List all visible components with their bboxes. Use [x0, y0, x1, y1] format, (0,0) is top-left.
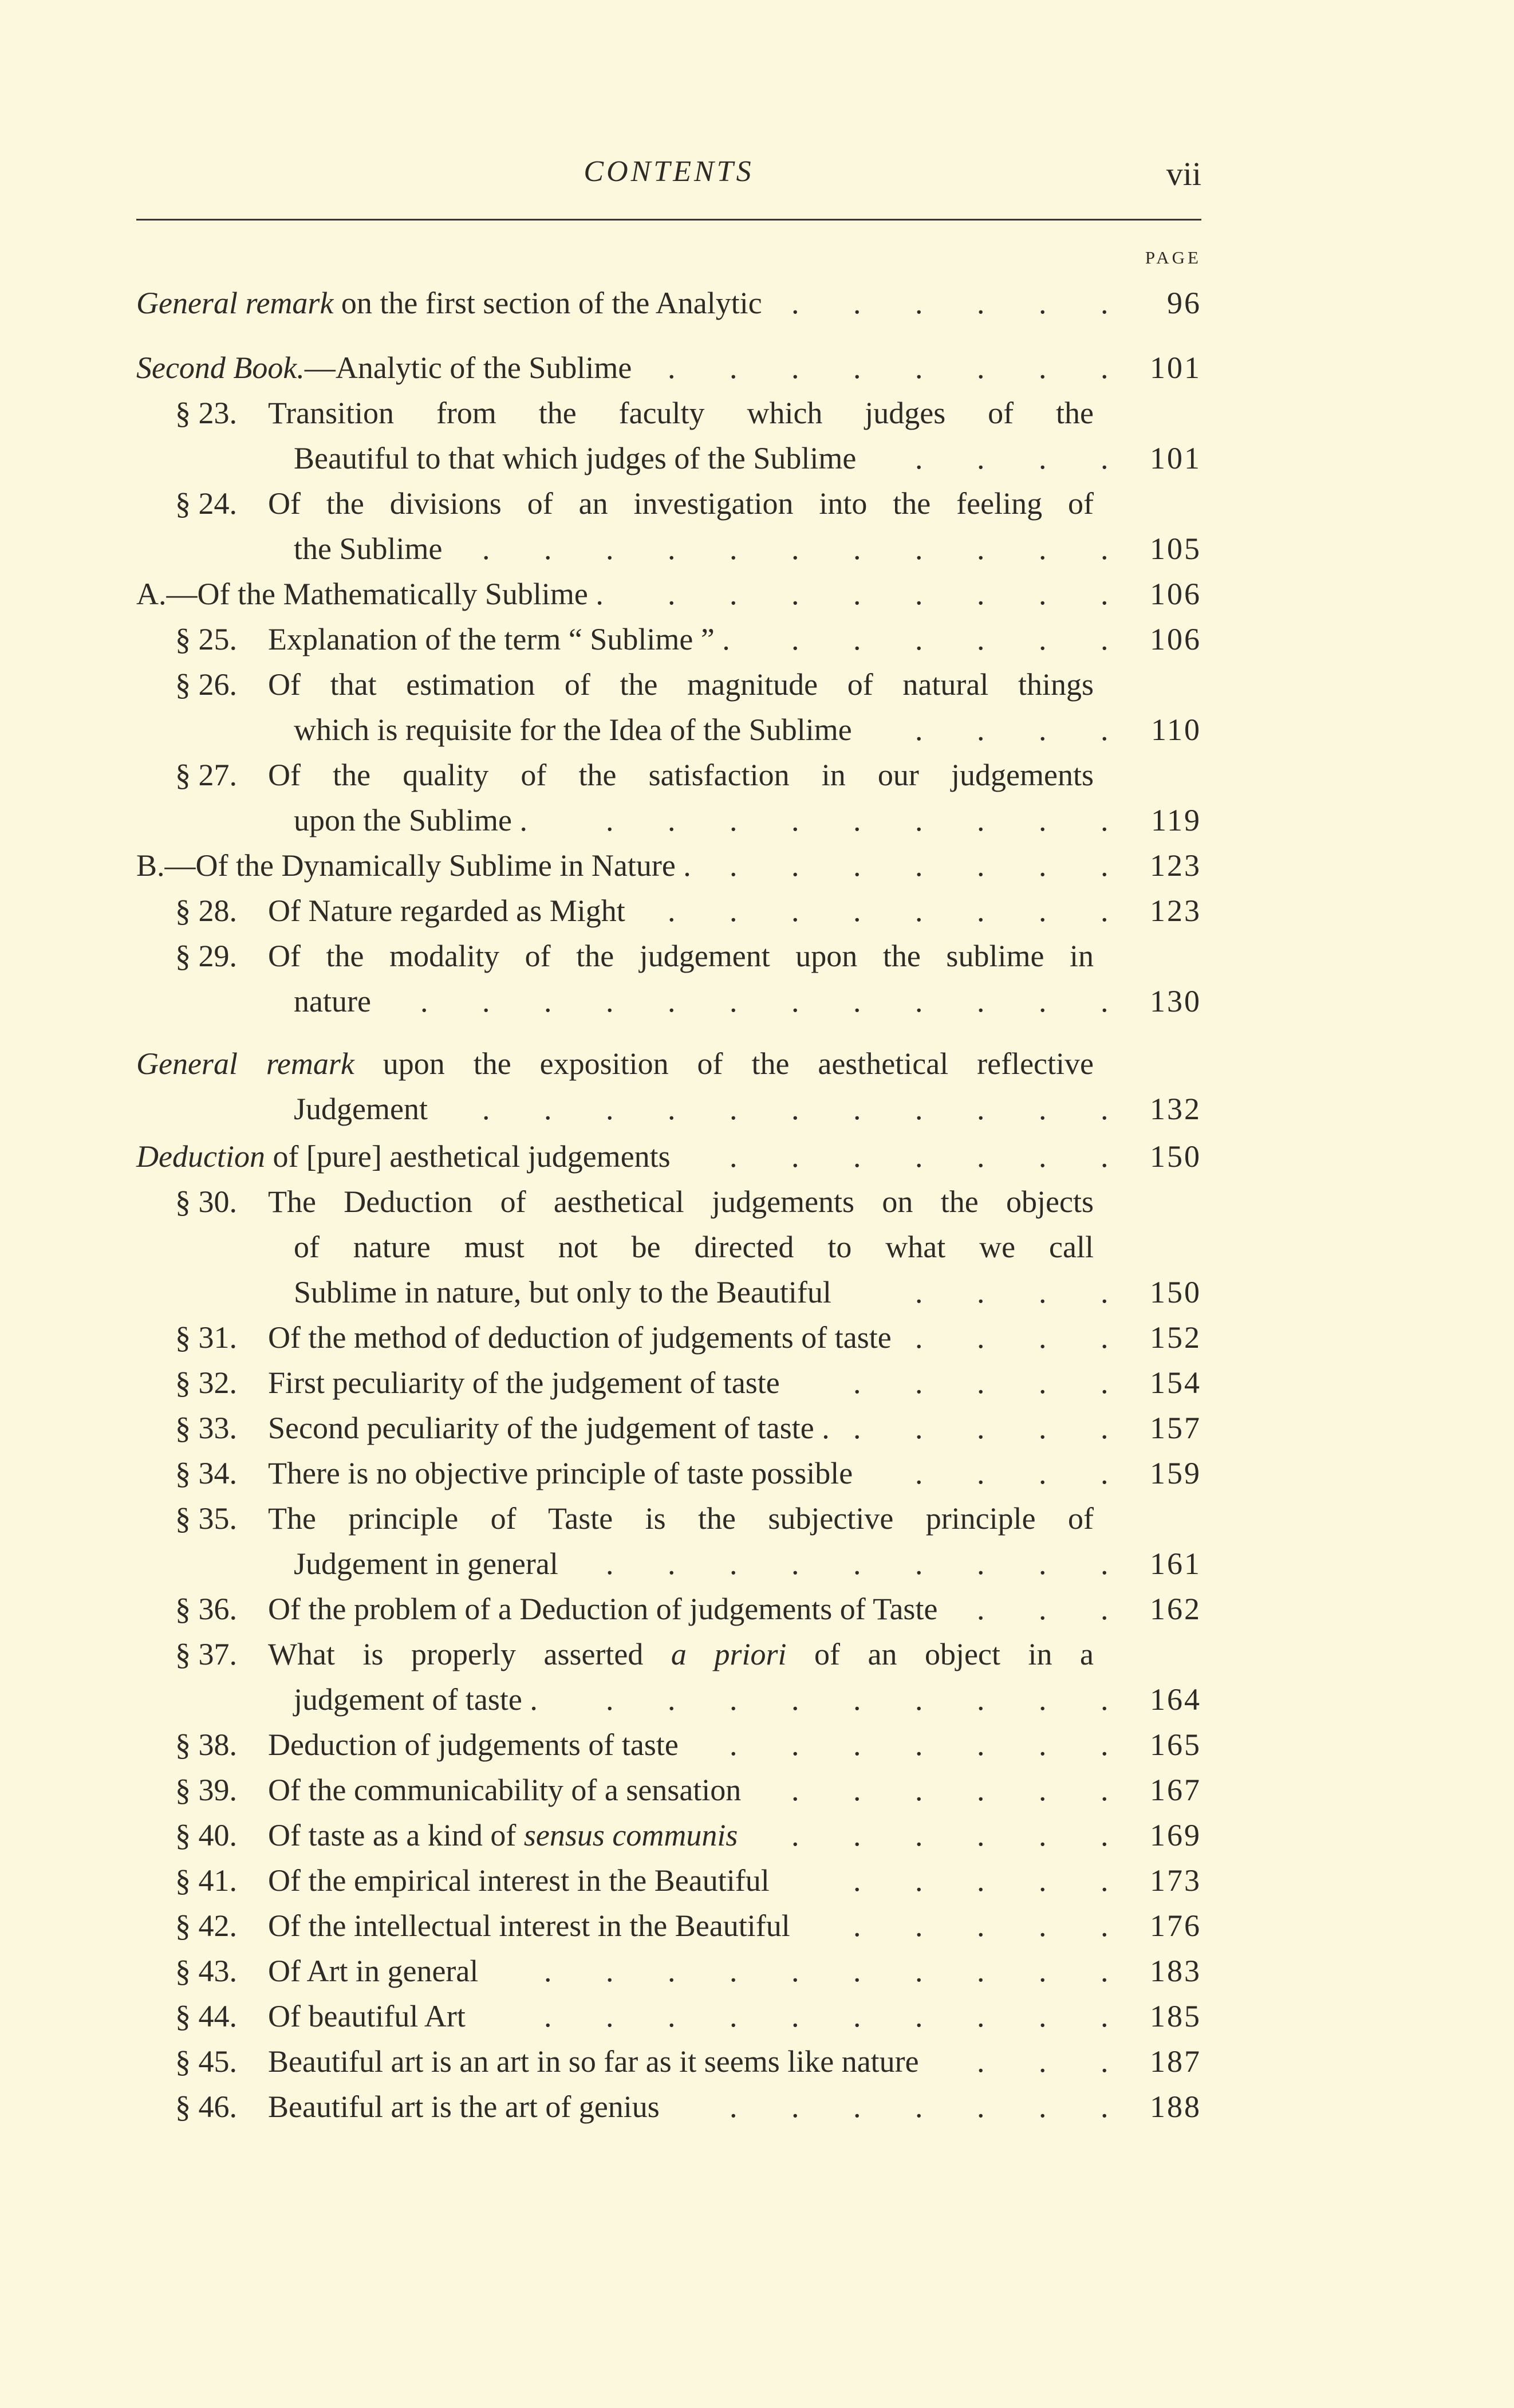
entry-line: Second Book.—Analytic of the Sublime 101 . . . . . . . . — [136, 345, 1201, 391]
contents-entry[interactable] — [136, 1813, 1201, 1858]
page-number: 150 — [1150, 1139, 1201, 1174]
page-number: 165 — [1150, 1728, 1201, 1762]
entry-line: § 46. Beautiful art is the art of genius 188 . . . . . . . — [136, 2084, 1201, 2130]
section-number: § 34. — [175, 1456, 237, 1490]
contents-entry[interactable] — [136, 934, 1201, 1024]
entry-title-text: What is properly asserted — [268, 1637, 671, 1671]
entry-title — [268, 1813, 738, 1858]
page-number: 188 — [1150, 2090, 1201, 2124]
entry-title: Of the communicability of a sensation — [268, 1773, 742, 1807]
section-number: § 45. — [175, 2044, 237, 2079]
entry-line — [136, 1225, 1201, 1270]
entry-line: A.—Of the Mathematically Sublime . 106 . . . . . . . . — [136, 572, 1201, 617]
entry-title: Of the modality of the judgement upon the sublime in — [268, 939, 1094, 973]
section-number: § 35. — [175, 1501, 237, 1536]
entry-title: Judgement in general — [294, 1547, 558, 1581]
entry-title — [136, 1134, 671, 1179]
entry-line: § 38. Deduction of judgements of taste 165 . . . . . . . — [136, 1722, 1201, 1768]
entry-line: § 32. First peculiarity of the judgement of taste 154 . . . . . — [136, 1360, 1201, 1406]
entry-title: The principle of Taste is the subjective principle of — [268, 1501, 1094, 1536]
section-number: § 40. — [175, 1818, 237, 1852]
contents-entry[interactable] — [136, 1722, 1201, 1768]
contents-entry[interactable] — [136, 2084, 1201, 2130]
contents-page — [136, 155, 1201, 2366]
contents-entry[interactable] — [136, 2039, 1201, 2084]
entry-title — [136, 281, 762, 326]
entry-line: § 39. Of the communicability of a sensation 167 . . . . . . — [136, 1768, 1201, 1813]
header-rule — [136, 219, 1201, 221]
entry-title: B.—Of the Dynamically Sublime in Nature . — [136, 848, 691, 883]
entry-spacer — [136, 1024, 1201, 1041]
page-number: 183 — [1150, 1954, 1201, 1988]
entry-title: There is no objective principle of taste possible — [268, 1456, 853, 1490]
entry-title: Of Art in general — [268, 1954, 479, 1988]
contents-entry[interactable] — [136, 572, 1201, 617]
section-number: § 25. — [175, 622, 237, 656]
contents-entry[interactable] — [136, 1858, 1201, 1903]
entry-title: judgement of taste . — [294, 1682, 538, 1717]
page-number: 101 — [1150, 351, 1201, 385]
contents-entry[interactable] — [136, 391, 1201, 481]
contents-entry[interactable] — [136, 1041, 1201, 1132]
entry-line: General remark on the first section of the Analytic 96 . . . . . . — [136, 281, 1201, 326]
entry-line — [136, 1632, 1201, 1677]
page-number: 161 — [1150, 1547, 1201, 1581]
entry-lead-italic: General remark — [136, 286, 334, 320]
entry-title: Of beautiful Art — [268, 1999, 466, 2033]
entry-title: Transition from the faculty which judges of the — [268, 396, 1094, 430]
entry-line: Sublime in nature, but only to the Beautiful 150 . . . . — [136, 1270, 1201, 1315]
entry-line — [136, 1179, 1201, 1225]
entry-line: Beautiful to that which judges of the Sublime 101 . . . . — [136, 436, 1201, 481]
section-number: § 39. — [175, 1773, 237, 1807]
entry-title-text: of [pure] aesthetical judgements — [265, 1139, 671, 1174]
entry-line: § 44. Of beautiful Art 185 . . . . . . . . . . — [136, 1994, 1201, 2039]
entry-line: B.—Of the Dynamically Sublime in Nature . 123 . . . . . . . — [136, 843, 1201, 888]
page-number: 173 — [1150, 1863, 1201, 1898]
page-number: 157 — [1150, 1411, 1201, 1445]
entry-line: § 40. Of taste as a kind of sensus communis 169 . . . . . . — [136, 1813, 1201, 1858]
page-number: 159 — [1150, 1456, 1201, 1490]
section-number: § 23. — [175, 396, 237, 430]
entry-line: Deduction of [pure] aesthetical judgements 150 . . . . . . . — [136, 1134, 1201, 1179]
entry-line: § 36. Of the problem of a Deduction of judgements of Taste 162 . . . — [136, 1587, 1201, 1632]
entry-line — [136, 662, 1201, 707]
page-number: 154 — [1150, 1366, 1201, 1400]
entry-line — [136, 1496, 1201, 1541]
section-number: § 27. — [175, 758, 237, 792]
entry-title: Of the intellectual interest in the Beautiful — [268, 1909, 790, 1943]
section-number: § 29. — [175, 939, 237, 973]
page-number: 123 — [1150, 894, 1201, 928]
section-number: § 44. — [175, 1999, 237, 2033]
contents-entry[interactable] — [136, 1360, 1201, 1406]
entry-title: Sublime in nature, but only to the Beautiful — [294, 1275, 831, 1309]
contents-entry[interactable] — [136, 1587, 1201, 1632]
entry-title: Of the method of deduction of judgements of taste — [268, 1320, 892, 1355]
entry-line: § 43. Of Art in general 183 . . . . . . . . . . — [136, 1949, 1201, 1994]
contents-entry[interactable] — [136, 481, 1201, 572]
entry-title: nature — [294, 984, 371, 1018]
section-number: § 37. — [175, 1637, 237, 1671]
contents-entry[interactable] — [136, 662, 1201, 753]
entry-title: Explanation of the term “ Sublime ” . — [268, 622, 730, 656]
entry-title: Beautiful art is an art in so far as it seems like nature — [268, 2044, 919, 2079]
page-number: 167 — [1150, 1773, 1201, 1807]
entry-title-text: Of taste as a kind of — [268, 1818, 524, 1852]
page-number: 176 — [1150, 1909, 1201, 1943]
entry-title-text: of an object in a — [786, 1637, 1094, 1671]
entry-line — [136, 1041, 1201, 1087]
page-folio: vii — [1166, 155, 1201, 192]
section-number: § 26. — [175, 667, 237, 702]
entry-line: § 28. Of Nature regarded as Might 123 . . . . . . . . — [136, 888, 1201, 934]
page-number: 132 — [1150, 1092, 1201, 1126]
contents-entry[interactable] — [136, 843, 1201, 888]
section-number: § 46. — [175, 2090, 237, 2124]
contents-entry[interactable] — [136, 1949, 1201, 1994]
contents-entry[interactable] — [136, 1134, 1201, 1179]
entry-title: A.—Of the Mathematically Sublime . — [136, 577, 604, 611]
entry-title: upon the Sublime . — [294, 803, 527, 837]
page-number: 162 — [1150, 1592, 1201, 1626]
entry-title: Deduction of judgements of taste — [268, 1728, 679, 1762]
section-number: § 24. — [175, 486, 237, 521]
section-number: § 43. — [175, 1954, 237, 1988]
entry-title: Of that estimation of the magnitude of natural things — [268, 667, 1094, 702]
entry-lead-italic: Second Book. — [136, 351, 305, 385]
page-number: 106 — [1150, 577, 1201, 611]
page-number: 105 — [1150, 532, 1201, 566]
entry-title: Of the problem of a Deduction of judgements of Taste — [268, 1592, 938, 1626]
entry-title: of nature must not be directed to what we call — [294, 1230, 1094, 1264]
section-number: § 41. — [175, 1863, 237, 1898]
page-number: 119 — [1151, 803, 1201, 837]
entry-title: the Sublime — [294, 532, 443, 566]
contents-entry[interactable] — [136, 1315, 1201, 1360]
entry-line: § 34. There is no objective principle of taste possible 159 . . . . — [136, 1451, 1201, 1496]
page-number: 101 — [1150, 441, 1201, 475]
section-number: § 31. — [175, 1320, 237, 1355]
entry-line: Judgement in general 161 . . . . . . . . . — [136, 1541, 1201, 1587]
contents-entry[interactable] — [136, 1496, 1201, 1587]
entry-title: Of the divisions of an investigation into the feeling of — [268, 486, 1094, 521]
entry-title: Of the quality of the satisfaction in our judgements — [268, 758, 1094, 792]
entry-title-text: upon the exposition of the aesthetical reflective — [354, 1046, 1094, 1081]
entry-title — [136, 1041, 1094, 1087]
entry-title: Beautiful to that which judges of the Sublime — [294, 441, 857, 475]
entry-title-italic: sensus communis — [523, 1818, 738, 1852]
entry-title: which is requisite for the Idea of the Sublime — [294, 713, 852, 747]
entry-title: Judgement — [294, 1092, 428, 1126]
entry-line — [136, 753, 1201, 798]
contents-entry[interactable] — [136, 1406, 1201, 1451]
section-number: § 30. — [175, 1185, 237, 1219]
entry-line: § 31. Of the method of deduction of judgements of taste 152 . . . . — [136, 1315, 1201, 1360]
contents-entry[interactable] — [136, 345, 1201, 391]
entry-line: Judgement 132 . . . . . . . . . . . — [136, 1087, 1201, 1132]
entry-title: Of the empirical interest in the Beautiful — [268, 1863, 770, 1898]
entry-title-text: —Analytic of the Sublime — [304, 351, 632, 385]
page-number: 123 — [1150, 848, 1201, 883]
page-number: 96 — [1167, 286, 1201, 320]
page-number: 150 — [1150, 1275, 1201, 1309]
entry-lead-italic: Deduction — [136, 1139, 265, 1174]
page-number: 187 — [1150, 2044, 1201, 2079]
entry-line: § 45. Beautiful art is an art in so far as it seems like nature 187 . . . — [136, 2039, 1201, 2084]
entry-line: which is requisite for the Idea of the Sublime 110 . . . . — [136, 707, 1201, 753]
entry-line — [136, 934, 1201, 979]
page-number: 110 — [1151, 713, 1201, 747]
contents-entry[interactable] — [136, 753, 1201, 843]
page-column-label: PAGE — [1145, 247, 1201, 267]
entry-title-text: on the first section of the Analytic — [333, 286, 762, 320]
entry-line: upon the Sublime . 119 . . . . . . . . . — [136, 798, 1201, 843]
running-title: CONTENTS — [583, 155, 754, 188]
entry-title: The Deduction of aesthetical judgements on the objects — [268, 1185, 1094, 1219]
contents-entry[interactable] — [136, 1451, 1201, 1496]
entry-title: Of Nature regarded as Might — [268, 894, 625, 928]
entry-lead-italic: General remark — [136, 1046, 354, 1081]
page-number: 164 — [1150, 1682, 1201, 1717]
contents-entry[interactable] — [136, 1179, 1201, 1315]
entry-title: First peculiarity of the judgement of taste — [268, 1366, 780, 1400]
page-number: 185 — [1150, 1999, 1201, 2033]
contents-entry[interactable] — [136, 1632, 1201, 1722]
entry-title-italic: a priori — [671, 1637, 787, 1671]
entry-line: judgement of taste . 164 . . . . . . . . . — [136, 1677, 1201, 1722]
section-number: § 38. — [175, 1728, 237, 1762]
contents-entry[interactable] — [136, 1768, 1201, 1813]
section-number: § 28. — [175, 894, 237, 928]
page-number: 152 — [1150, 1320, 1201, 1355]
entry-title: Second peculiarity of the judgement of taste . — [268, 1411, 830, 1445]
section-number: § 42. — [175, 1909, 237, 1943]
contents-list — [136, 281, 1201, 2130]
entry-line — [136, 391, 1201, 436]
entry-line: § 41. Of the empirical interest in the Beautiful 173 . . . . . — [136, 1858, 1201, 1903]
contents-entry[interactable] — [136, 1903, 1201, 1949]
entry-line: § 42. Of the intellectual interest in the Beautiful 176 . . . . . — [136, 1903, 1201, 1949]
contents-entry[interactable] — [136, 281, 1201, 326]
page-number: 130 — [1150, 984, 1201, 1018]
page-number: 106 — [1150, 622, 1201, 656]
page-number: 169 — [1150, 1818, 1201, 1852]
entry-title — [268, 1632, 1094, 1677]
contents-entry[interactable] — [136, 888, 1201, 934]
entry-spacer — [136, 326, 1201, 345]
contents-entry[interactable] — [136, 617, 1201, 662]
entry-line: § 33. Second peculiarity of the judgement of taste . 157 . . . . . — [136, 1406, 1201, 1451]
entry-title — [136, 345, 632, 391]
entry-line — [136, 481, 1201, 526]
entry-line: § 25. Explanation of the term “ Sublime ” . 106 . . . . . . — [136, 617, 1201, 662]
entry-line: nature 130 . . . . . . . . . . . . — [136, 979, 1201, 1024]
contents-entry[interactable] — [136, 1994, 1201, 2039]
entry-line: the Sublime 105 . . . . . . . . . . . — [136, 526, 1201, 572]
entry-title: Beautiful art is the art of genius — [268, 2090, 660, 2124]
section-number: § 36. — [175, 1592, 237, 1626]
section-number: § 32. — [175, 1366, 237, 1400]
running-head — [136, 155, 1201, 196]
section-number: § 33. — [175, 1411, 237, 1445]
